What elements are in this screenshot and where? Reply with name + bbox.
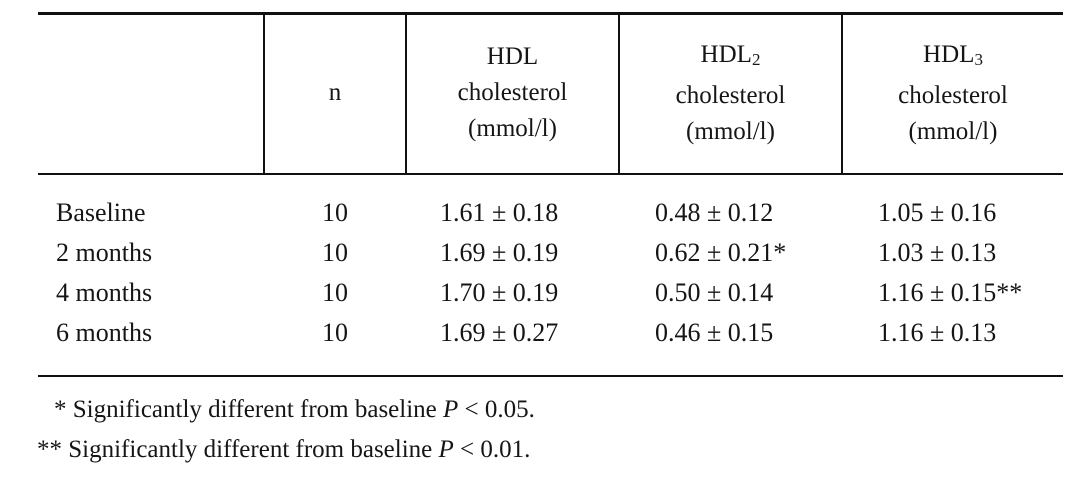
cell-hdl2: 0.62 ± 0.21*	[655, 238, 787, 267]
cell-n: 10	[322, 278, 348, 307]
table-bottom-rule	[38, 375, 1063, 377]
header-hdl2-cholesterol: $HDL_2$ cholesterol (mmol/l)	[675, 40, 786, 145]
cell-hdl: 1.69 ± 0.27	[440, 318, 559, 347]
table-row	[0, 273, 1084, 313]
cell-hdl3: 1.03 ± 0.13	[878, 238, 997, 267]
table-row	[0, 193, 1084, 233]
cell-hdl: 1.70 ± 0.19	[440, 278, 559, 307]
row-label: 2 months	[56, 238, 153, 267]
table-body	[0, 193, 1084, 353]
cell-hdl2: 0.48 ± 0.12	[655, 198, 774, 227]
row-label: 6 months	[56, 318, 153, 347]
cell-hdl: 1.69 ± 0.19	[440, 238, 559, 267]
cell-hdl: 1.61 ± 0.18	[440, 198, 559, 227]
cell-n: 10	[322, 238, 348, 267]
row-label: 4 months	[56, 278, 153, 307]
cell-hdl2: 0.50 ± 0.14	[655, 278, 774, 307]
header-n: n	[328, 79, 342, 106]
cell-hdl3: 1.16 ± 0.13	[878, 318, 997, 347]
cell-hdl3: 1.05 ± 0.16	[878, 198, 997, 227]
cell-n: 10	[322, 318, 348, 347]
table-row	[0, 313, 1084, 353]
footnote-p005: * Significantly different from baseline P < 0.05.	[54, 396, 535, 423]
cell-n: 10	[322, 198, 348, 227]
footnote-p001: ** Significantly different from baseline P < 0.01.	[37, 436, 531, 463]
cell-hdl2: 0.46 ± 0.15	[655, 318, 774, 347]
table-row	[0, 233, 1084, 273]
header-hdl-cholesterol: HDL cholesterol (mmol/l)	[457, 43, 568, 142]
header-rule	[38, 173, 1063, 175]
row-label: Baseline	[56, 198, 146, 227]
header-hdl3-cholesterol: $HDL_3$ cholesterol (mmol/l)	[898, 40, 1008, 145]
table-top-rule	[38, 12, 1063, 15]
cell-hdl3: 1.16 ± 0.15**	[878, 278, 1023, 307]
